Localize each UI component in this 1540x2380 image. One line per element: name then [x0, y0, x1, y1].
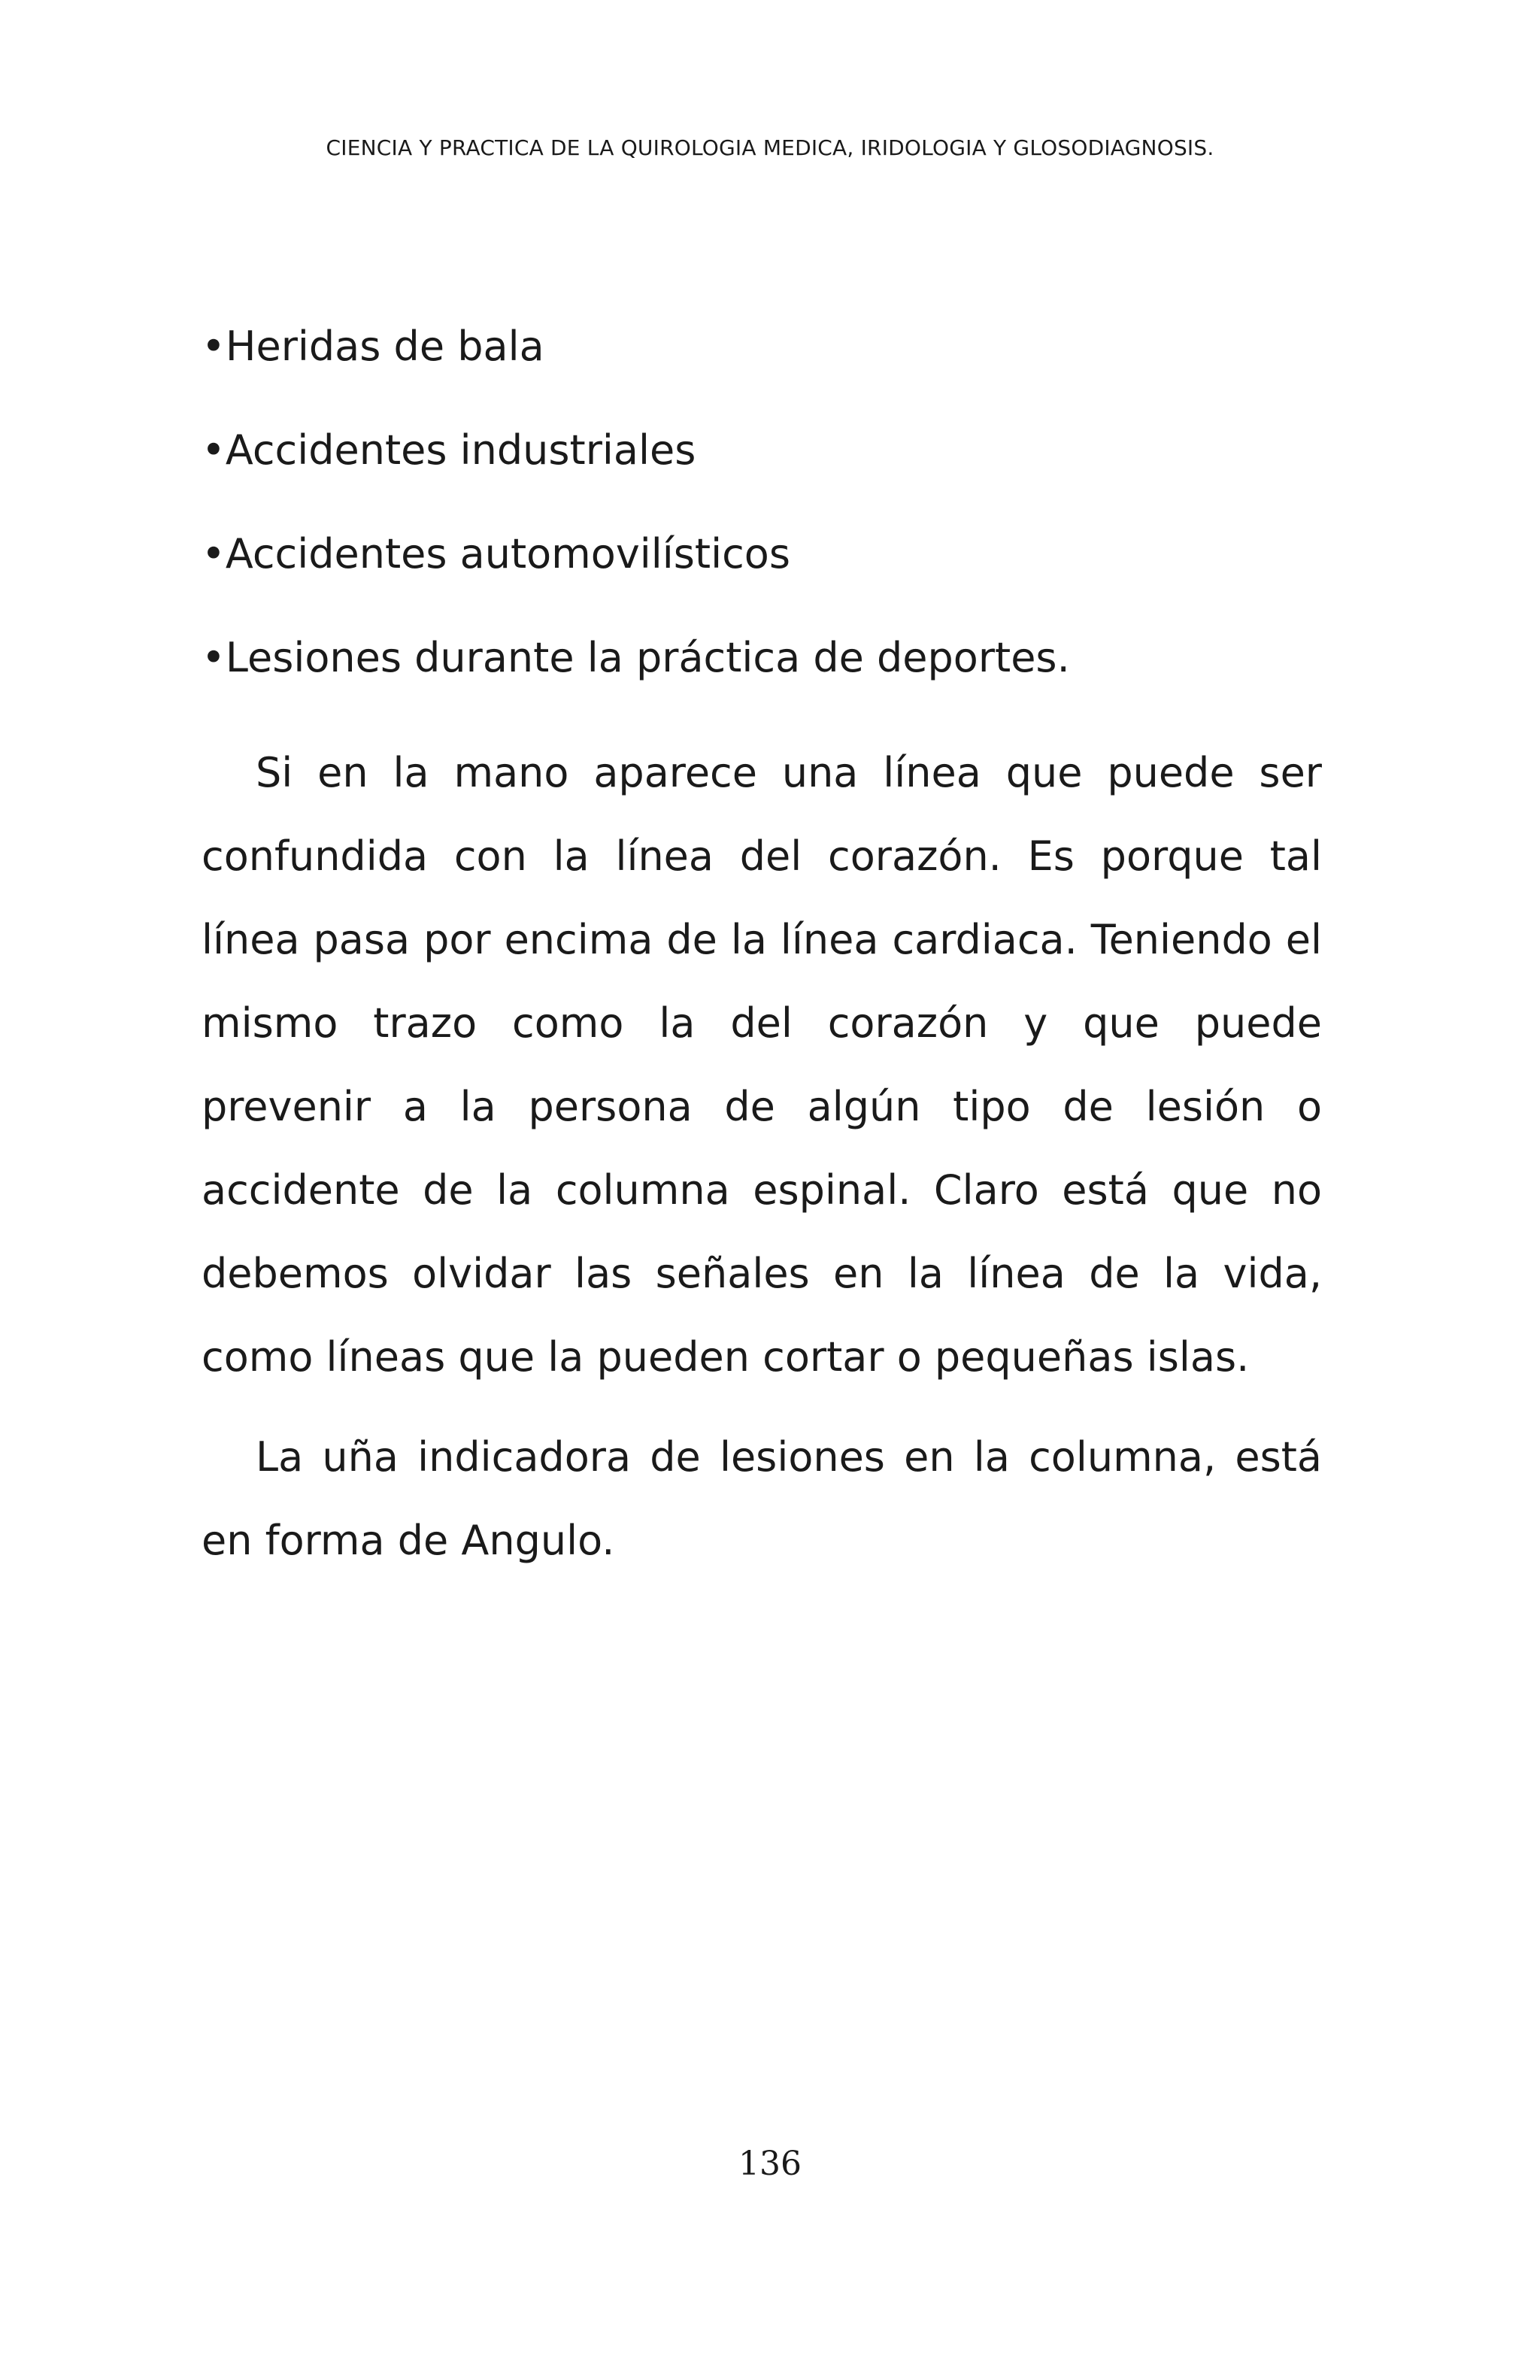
- running-header: CIENCIA Y PRACTICA DE LA QUIROLOGIA MEDICA, IRIDOLOGIA Y GLOSODIAGNOSIS.: [326, 135, 1214, 160]
- bullet-icon: •: [202, 634, 226, 681]
- page-number: 136: [738, 2145, 802, 2183]
- bullet-icon: •: [202, 426, 226, 474]
- list-item: [202, 606, 1322, 710]
- list-item-text: Lesiones durante la práctica de deportes.: [225, 634, 1070, 681]
- list-item-text: Heridas de bala: [225, 323, 544, 370]
- list-item: [202, 295, 1322, 399]
- body-paragraph: Si en la mano aparece una línea que puede ser confundida con la línea del corazón. Es porque tal línea pasa por encima de la línea cardiaca. Teniendo el mismo trazo como la del corazón y que puede prevenir a la persona de algún tipo de lesión o accidente de la columna espinal. Claro está que no debemos olvidar las señales en la línea de la vida, como líneas que la pueden cortar o pequeñas islas.: [202, 749, 1322, 1381]
- list-item-text: Accidentes industriales: [225, 426, 696, 474]
- list-item-text: Accidentes automovilísticos: [225, 530, 790, 578]
- page-body: [202, 295, 1322, 1582]
- bullet-icon: •: [202, 530, 226, 578]
- list-item: [202, 399, 1322, 502]
- bullet-icon: •: [202, 323, 226, 370]
- body-paragraph: La uña indicadora de lesiones en la columna, está en forma de Angulo.: [202, 1433, 1322, 1564]
- list-item: [202, 502, 1322, 606]
- bullet-list: [202, 295, 1322, 710]
